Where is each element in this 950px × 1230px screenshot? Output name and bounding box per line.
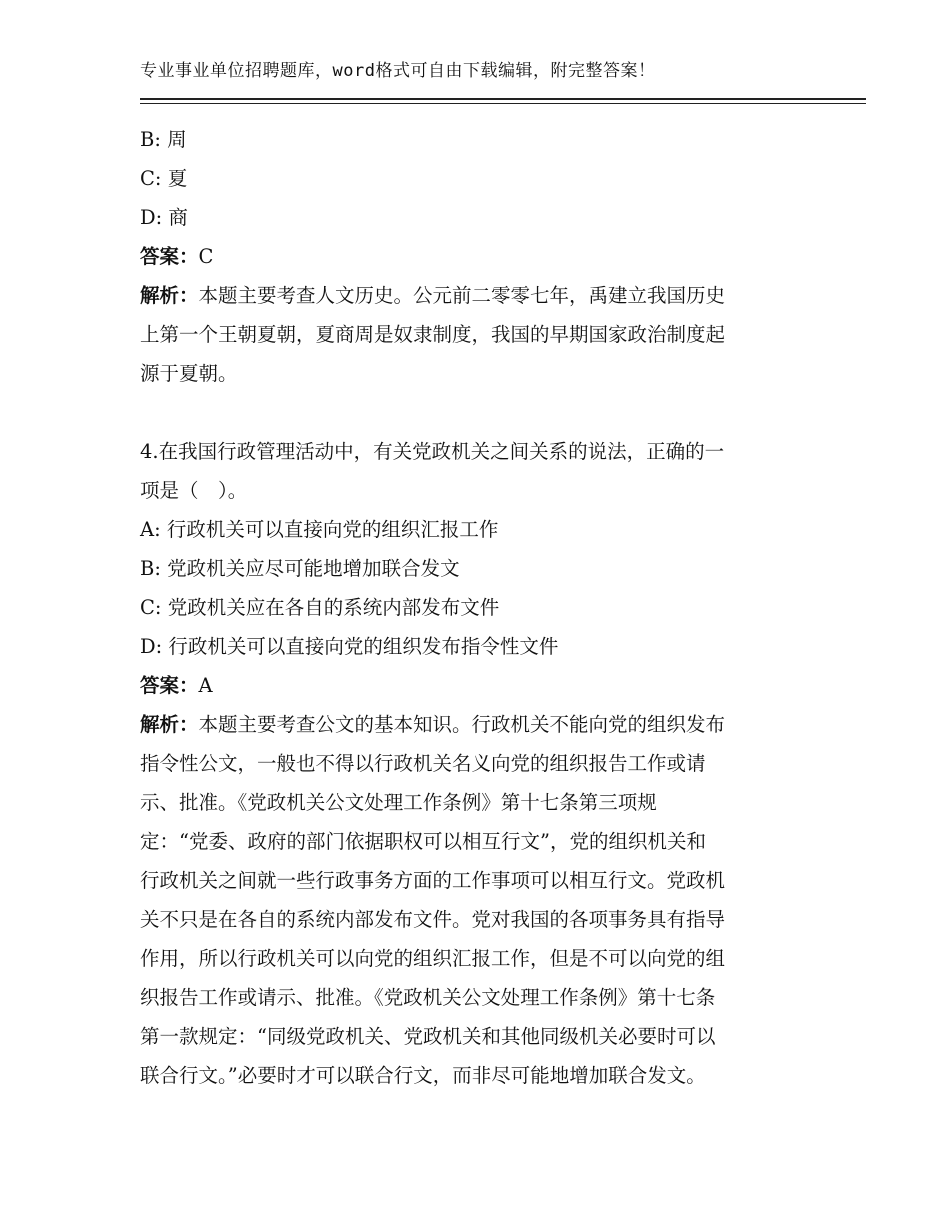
answer-label: 答案：	[140, 245, 199, 268]
analysis-line: 上第一个王朝夏朝，夏商周是奴隶制度，我国的早期国家政治制度起	[140, 323, 726, 346]
option-c: C: 夏	[140, 167, 188, 190]
document-body	[140, 120, 800, 1095]
analysis-line	[140, 705, 800, 744]
analysis-line: 源于夏朝。	[140, 362, 238, 385]
analysis-text: 本题主要考查人文历史。公元前二零零七年，禹建立我国历史	[198, 284, 726, 307]
option-a: A: 行政机关可以直接向党的组织汇报工作	[140, 518, 499, 541]
analysis-line: 作用，所以行政机关可以向党的组织汇报工作，但是不可以向党的组	[140, 947, 726, 970]
answer-line	[140, 237, 800, 276]
analysis-line: 织报告工作或请示、批准。《党政机关公文处理工作条例》第十七条	[140, 986, 716, 1009]
option-b: B: 周	[140, 128, 187, 151]
analysis-line: 第一款规定：“同级党政机关、党政机关和其他同级机关必要时可以	[140, 1025, 716, 1048]
option-d: D: 商	[140, 206, 188, 229]
answer-line	[140, 666, 800, 705]
question-stem: 项是（ ）。	[140, 479, 248, 502]
analysis-label: 解析：	[140, 713, 199, 736]
option-d: D: 行政机关可以直接向党的组织发布指令性文件	[140, 635, 559, 658]
answer-value: A	[198, 674, 213, 697]
answer-value: C	[198, 245, 214, 268]
analysis-line: 指令性公文，一般也不得以行政机关名义向党的组织报告工作或请	[140, 752, 706, 775]
analysis-text: 本题主要考查公文的基本知识。行政机关不能向党的组织发布	[198, 713, 726, 736]
analysis-line	[140, 276, 800, 315]
analysis-line: 示、批准。《党政机关公文处理工作条例》第十七条第三项规	[140, 791, 657, 814]
header-rule-thick	[140, 98, 866, 100]
analysis-label: 解析：	[140, 284, 199, 307]
header-rule-thin	[140, 103, 866, 104]
page-header: 专业事业单位招聘题库，word格式可自由下载编辑，附完整答案！	[140, 61, 656, 81]
answer-label: 答案：	[140, 674, 199, 697]
analysis-line: 关不只是在各自的系统内部发布文件。党对我国的各项事务具有指导	[140, 908, 726, 931]
option-c: C: 党政机关应在各自的系统内部发布文件	[140, 596, 500, 619]
analysis-line: 定：“党委、政府的部门依据职权可以相互行文”，党的组织机关和	[140, 830, 706, 853]
question-stem: 4.在我国行政管理活动中，有关党政机关之间关系的说法，正确的一	[140, 440, 725, 463]
analysis-line: 行政机关之间就一些行政事务方面的工作事项可以相互行文。党政机	[140, 869, 726, 892]
option-b: B: 党政机关应尽可能地增加联合发文	[140, 557, 460, 580]
spacer	[140, 393, 800, 432]
analysis-line: 联合行文。”必要时才可以联合行文，而非尽可能地增加联合发文。	[140, 1064, 706, 1087]
